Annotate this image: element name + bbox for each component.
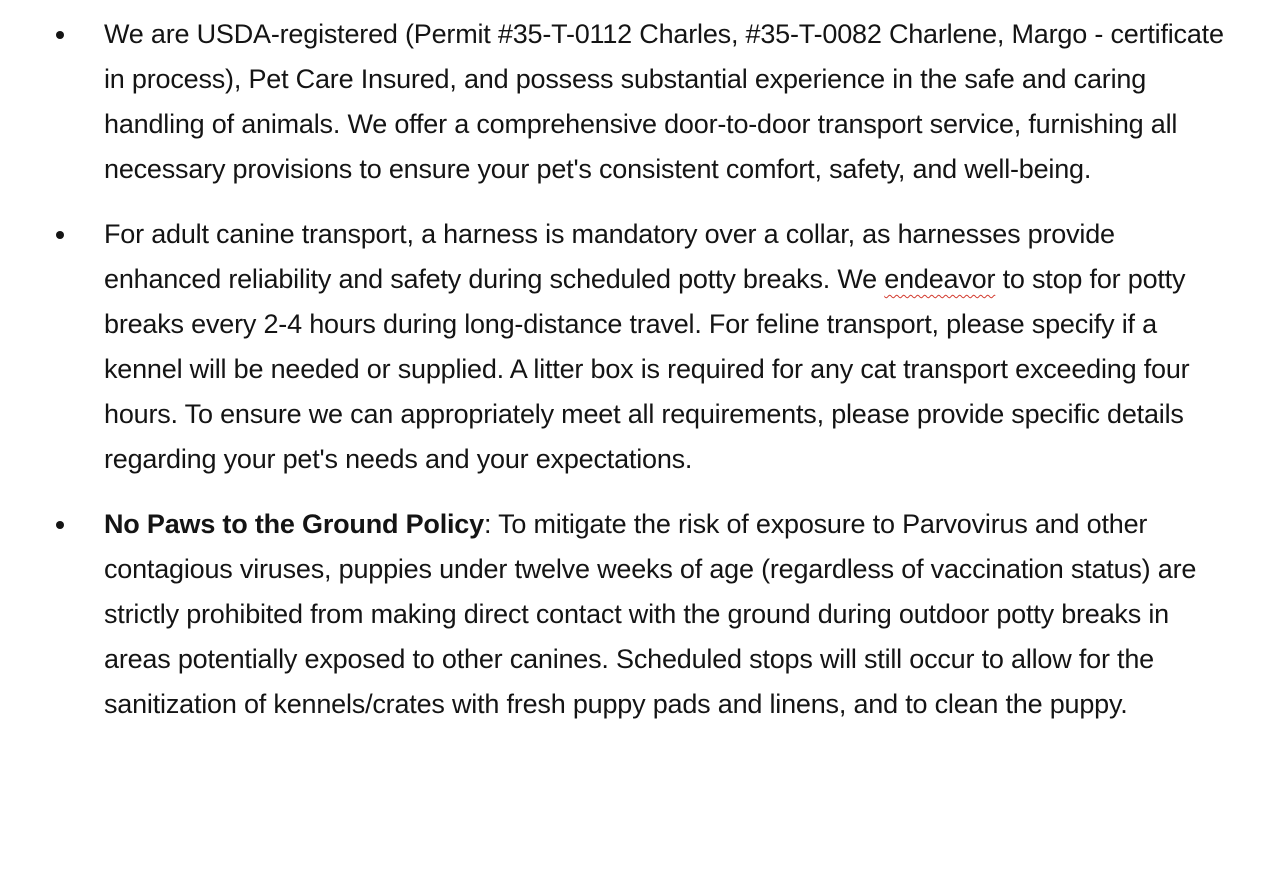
- transport-text-start: For adult canine transport, a harness is mandatory over a collar, as harnesses provide enhanced reliability and safety during scheduled potty breaks. We: [104, 219, 1115, 294]
- bullet-icon: [56, 231, 64, 239]
- bullet-icon: [56, 31, 64, 39]
- policy-text: To mitigate the risk of exposure to Parvovirus and other contagious viruses, puppies under twelve weeks of age (regardless of vaccination status) are strictly prohibited from making direct contact with the ground during outdoor potty breaks in areas potentially exposed to other canines. Scheduled stops will still occur to allow for the sanitization of kennels/crates with fresh puppy pads and linens, and to clean the puppy.: [104, 509, 1197, 719]
- document-body: [0, 12, 1280, 747]
- policy-separator: :: [483, 509, 492, 539]
- spellcheck-flagged-word[interactable]: endeavor: [884, 264, 996, 294]
- bullet-icon: [56, 521, 64, 529]
- list-item-transport-requirements: [0, 212, 1280, 482]
- registration-text: We are USDA-registered (Permit #35-T-0112 Charles, #35-T-0082 Charlene, Margo - certificate in process), Pet Care Insured, and possess substantial experience in the safe and caring handling of animals. We offer a comprehensive door-to-door transport service, furnishing all necessary provisions to ensure your pet's consistent comfort, safety, and well-being.: [104, 19, 1224, 184]
- list-item-paws-policy: [0, 502, 1280, 727]
- list-item-registration: [0, 12, 1280, 192]
- transport-text-end: to stop for potty breaks every 2-4 hours during long-distance travel. For feline transport, please specify if a kennel will be needed or supplied. A litter box is required for any cat transport exceeding four hours. To ensure we can appropriately meet all requirements, please provide specific details regarding your pet's needs and your expectations.: [104, 264, 1190, 474]
- policy-heading: No Paws to the Ground Policy: [104, 509, 484, 539]
- bullet-list: [0, 12, 1280, 727]
